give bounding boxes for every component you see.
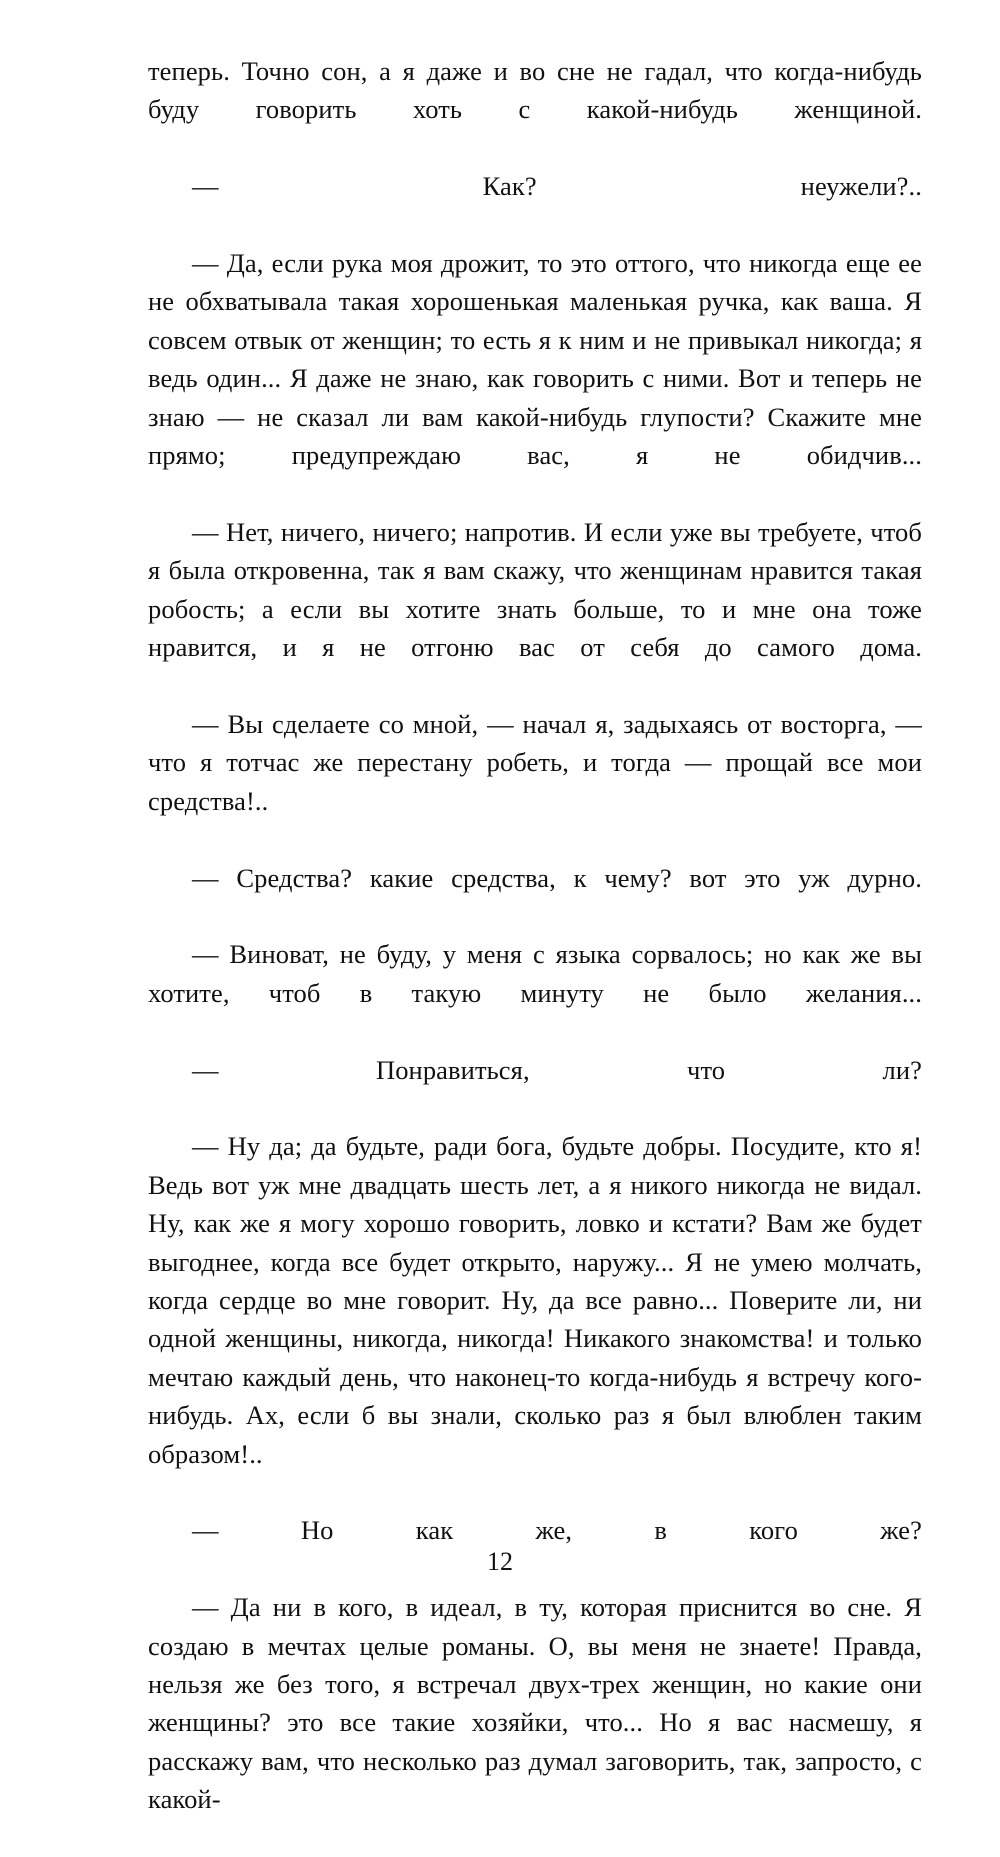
- page-number: 12: [487, 1547, 513, 1576]
- paragraph: — Как? неужели?..: [192, 171, 922, 202]
- paragraph: — Виноват, не буду, у меня с языка сорвалось; но как же вы хотите, чтоб в такую минуту не было желания...: [148, 939, 922, 1008]
- page-text-body: [148, 52, 922, 1857]
- paragraph: — Ну да; да будьте, ради бога, будьте добры. Посудите, кто я! Ведь вот уж мне двадцать шесть лет, а я никого никогда не видал. Ну, как же я могу хорошо говорить, ловко и кстати? Вам же будет выгоднее, когда все будет открыто, наружу... Я не умею молчать, когда сердце во мне говорит. Ну, да все равно... Поверите ли, ни одной женщины, никогда, никогда! Никакого знакомства! и только мечтаю каждый день, что наконец-то когда-нибудь я встречу кого-нибудь. Ах, если б вы знали, сколько раз я был влюблен таким образом!..: [148, 1131, 922, 1469]
- paragraph: — Вы сделаете со мной, — начал я, задыхаясь от восторга, — что я тотчас же перестану робеть, и тогда — прощай все мои средства!..: [148, 708, 922, 816]
- paragraph: — Но как же, в кого же?: [192, 1515, 922, 1546]
- paragraph: — Да, если рука моя дрожит, то это оттого, что никогда еще ее не обхватывала такая хорошенькая маленькая ручка, как ваша. Я совсем отвык от женщин; то есть я к ним и не привыкал никогда; я ведь один... Я даже не знаю, как говорить с ними. Вот и теперь не знаю — не сказал ли вам какой-нибудь глупости? Скажите мне прямо; предупреждаю вас, я не обидчив...: [148, 248, 922, 471]
- paragraph: — Нет, ничего, ничего; напротив. И если уже вы требуете, чтоб я была откровенна, так я вам скажу, что женщинам нравится такая робость; а если вы хотите знать больше, то и мне она тоже нравится, и я не отгоню вас от себя до самого дома.: [148, 516, 922, 663]
- paragraph: теперь. Точно сон, а я даже и во сне не гадал, что когда-нибудь буду говорить хоть с какой-нибудь женщиной.: [148, 56, 922, 125]
- paragraph: — Понравиться, что ли?: [192, 1054, 922, 1085]
- paragraph: — Да ни в кого, в идеал, в ту, которая приснится во сне. Я создаю в мечтах целые романы. О, вы меня не знаете! Правда, нельзя же без того, я встречал двух-трех женщин, но какие они женщины? это все такие хозяйки, что... Но я вас насмешу, я расскажу вам, что несколько раз думал заговорить, так, запросто, с какой-: [148, 1592, 922, 1815]
- paragraph: — Средства? какие средства, к чему? вот это уж дурно.: [192, 862, 922, 893]
